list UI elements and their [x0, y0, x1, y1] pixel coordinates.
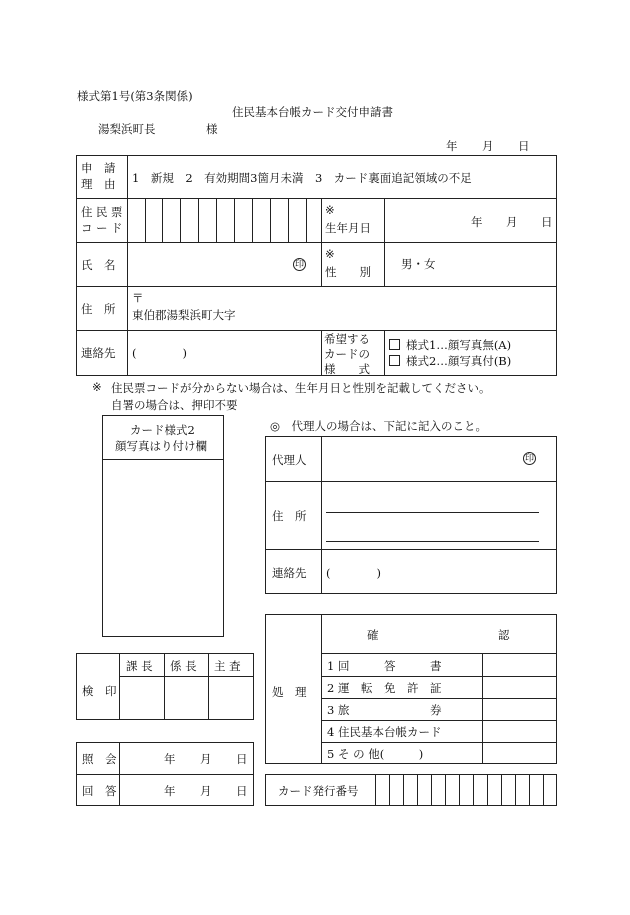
birthdate-month: 月: [506, 215, 518, 229]
address-value[interactable]: 東伯郡湯梨浜町大字: [132, 308, 236, 322]
agent-address-label: 住 所: [272, 509, 307, 523]
postal-mark: 〒: [132, 291, 144, 305]
name-label: 氏 名: [81, 258, 116, 272]
note-resident-code: 住民票コードが分からない場合は、生年月日と性別を記載してください。: [111, 381, 491, 395]
agent-address-line-1[interactable]: [326, 512, 539, 513]
confirm-item: 4 住民基本台帳カード: [327, 725, 442, 739]
inspection-header: 課 長: [126, 659, 153, 673]
agent-address-line-2[interactable]: [326, 541, 539, 542]
photo-box-subtitle: 顔写真はり付け欄: [115, 439, 207, 453]
processing-label: 処 理: [272, 685, 307, 699]
confirm-item: 2 運 転 免 許 証: [327, 681, 442, 695]
date-day: 日: [518, 139, 530, 153]
agent-label: 代理人: [272, 453, 307, 467]
inquiry-label: 照 会: [82, 752, 117, 766]
address-label: 住 所: [81, 302, 116, 316]
sex-value[interactable]: 男・女: [401, 257, 436, 271]
confirm-label-1: 確: [367, 628, 379, 642]
form-title: 住民基本台帳カード交付申請書: [232, 105, 393, 119]
note-mark: ※: [92, 380, 102, 394]
reason-options: 1 新規 2 有効期間3箇月未満 3 カード裏面追記領域の不足: [132, 171, 472, 185]
confirm-item: 1 回 答 書: [327, 659, 442, 673]
birthdate-day: 日: [541, 215, 553, 229]
birthdate-label: 生年月日: [325, 221, 371, 235]
contact-value[interactable]: ( ): [132, 346, 187, 360]
sex-label: 性 別: [325, 265, 371, 279]
photo-box-title: カード様式2: [130, 423, 195, 437]
inspection-label: 検 印: [82, 684, 117, 698]
inspection-header: 主 査: [214, 659, 241, 673]
note-self-signature: 自署の場合は、押印不要: [111, 398, 238, 412]
confirm-label-2: 認: [498, 628, 510, 642]
reply-label: 回 答: [82, 784, 117, 798]
date-month: 月: [482, 139, 494, 153]
name-seal-mark: 印: [294, 260, 304, 270]
sex-asterisk: ※: [325, 247, 335, 261]
birthdate-asterisk: ※: [325, 203, 335, 217]
reason-label: 申 請: [81, 161, 116, 175]
card-style-label: 希望する: [324, 332, 370, 346]
resident-code-label: 住民票: [81, 205, 126, 219]
addressee: 湯梨浜町長: [98, 122, 156, 136]
inspection-header: 係 長: [170, 659, 197, 673]
checkbox-icon[interactable]: [389, 355, 400, 366]
addressee-sama: 様: [206, 122, 218, 136]
card-issue-label: カード発行番号: [278, 784, 359, 798]
agent-seal-mark: 印: [524, 454, 534, 464]
confirm-item: 5 そ の 他( ): [327, 747, 424, 761]
agent-heading: ◎ 代理人の場合は、下記に記入のこと。: [270, 419, 488, 433]
confirm-item: 3 旅 券: [327, 703, 442, 717]
agent-contact-label: 連絡先: [272, 566, 307, 580]
agent-table: [265, 436, 557, 594]
card-style-option-2[interactable]: 様式2…顔写真付(B): [389, 353, 511, 369]
agent-contact-value[interactable]: ( ): [326, 566, 381, 580]
form-number: 様式第1号(第3条関係): [77, 89, 193, 103]
card-style-option-1[interactable]: 様式1…顔写真無(A): [389, 337, 511, 353]
date-year: 年: [446, 139, 458, 153]
contact-label: 連絡先: [81, 346, 116, 360]
birthdate-year: 年: [471, 215, 483, 229]
checkbox-icon[interactable]: [389, 339, 400, 350]
